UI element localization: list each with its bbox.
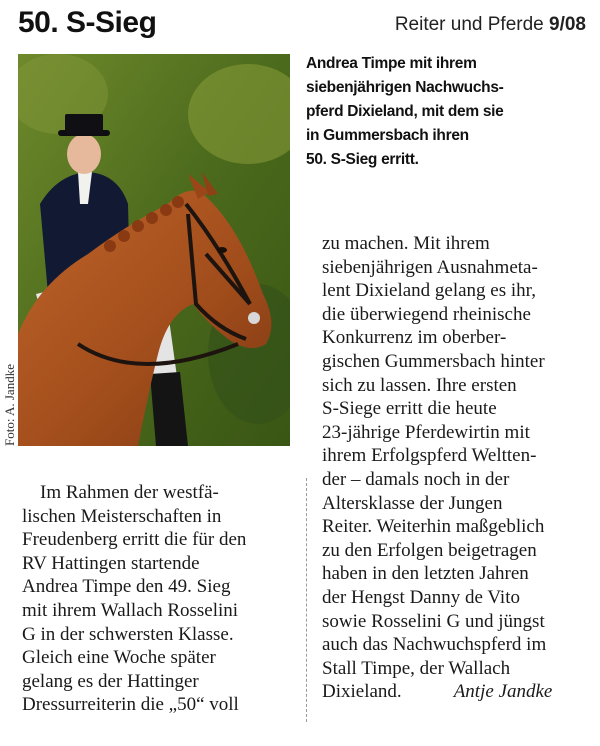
body-line: Dixieland. <box>322 681 402 703</box>
author-byline: Antje Jandke <box>453 681 553 703</box>
body-line: Stall Timpe, der Wallach <box>322 657 511 679</box>
body-line: sich zu lassen. Ihre ersten <box>322 374 517 396</box>
body-line: gelang es der Hattinger <box>22 670 199 692</box>
body-line: 23-jährige Pferdewirtin mit <box>322 421 530 443</box>
body-line: zu den Erfolgen beigetragen <box>322 539 537 561</box>
body-line: siebenjährigen Ausnahmeta- <box>322 256 538 278</box>
body-line: Freudenberg erritt die für den <box>22 529 247 551</box>
body-line: die überwiegend rheinische <box>322 303 531 325</box>
body-line: auch das Nachwuchspferd im <box>322 634 547 656</box>
body-line: lischen Meisterschaften in <box>22 505 222 527</box>
magazine-name: Reiter und Pferde <box>394 14 544 35</box>
photo-caption <box>306 52 596 172</box>
body-line: der – damals noch in der <box>322 468 510 490</box>
body-line: G in der schwersten Klasse. <box>22 623 234 645</box>
caption-line: pferd Dixieland, mit dem sie <box>306 103 504 120</box>
body-line: mit ihrem Wallach Rosselini <box>22 599 239 621</box>
column-divider <box>306 478 307 722</box>
issue-number: 9/08 <box>549 14 586 35</box>
caption-line: 50. S-Sieg erritt. <box>306 151 419 168</box>
body-line: Altersklasse der Jungen <box>322 492 503 514</box>
body-line: Gleich eine Woche später <box>22 647 216 669</box>
rider-on-horse-image <box>18 54 290 446</box>
body-line: zu machen. Mit ihrem <box>322 233 490 254</box>
body-line: ihrem Erfolgspferd Weltten- <box>322 445 537 467</box>
last-body-line <box>322 680 552 704</box>
photo-credit: Foto: A. Jandke <box>2 364 17 446</box>
body-line: sowie Rosselini G und jüngst <box>322 610 545 632</box>
body-line: Im Rahmen der westfä- <box>40 482 219 503</box>
body-line: Konkurrenz im oberber- <box>322 327 507 349</box>
body-line: haben in den letzten Jahren <box>322 563 529 585</box>
body-line: Andrea Timpe den 49. Sieg <box>22 576 231 598</box>
caption-line: in Gummersbach ihren <box>306 127 469 144</box>
article-body-right-column <box>322 232 552 704</box>
caption-line: siebenjährigen Nachwuchs- <box>306 79 504 96</box>
body-line: lent Dixieland gelang es ihr, <box>322 280 536 302</box>
body-line: Reiter. Weiterhin maßgeblich <box>322 516 545 538</box>
magazine-issue-label <box>395 14 586 36</box>
article-photo <box>18 54 290 446</box>
body-line: S-Siege erritt die heute <box>322 398 497 420</box>
caption-line: Andrea Timpe mit ihrem <box>306 55 477 72</box>
article-title: 50. S-Sieg <box>18 6 157 39</box>
body-line: Dressurreiterin die „50“ voll <box>22 694 239 716</box>
body-line: RV Hattingen startende <box>22 552 200 574</box>
body-line: gischen Gummersbach hinter <box>322 350 545 372</box>
article-body-left-column <box>22 481 246 717</box>
body-line: der Hengst Danny de Vito <box>322 586 520 608</box>
